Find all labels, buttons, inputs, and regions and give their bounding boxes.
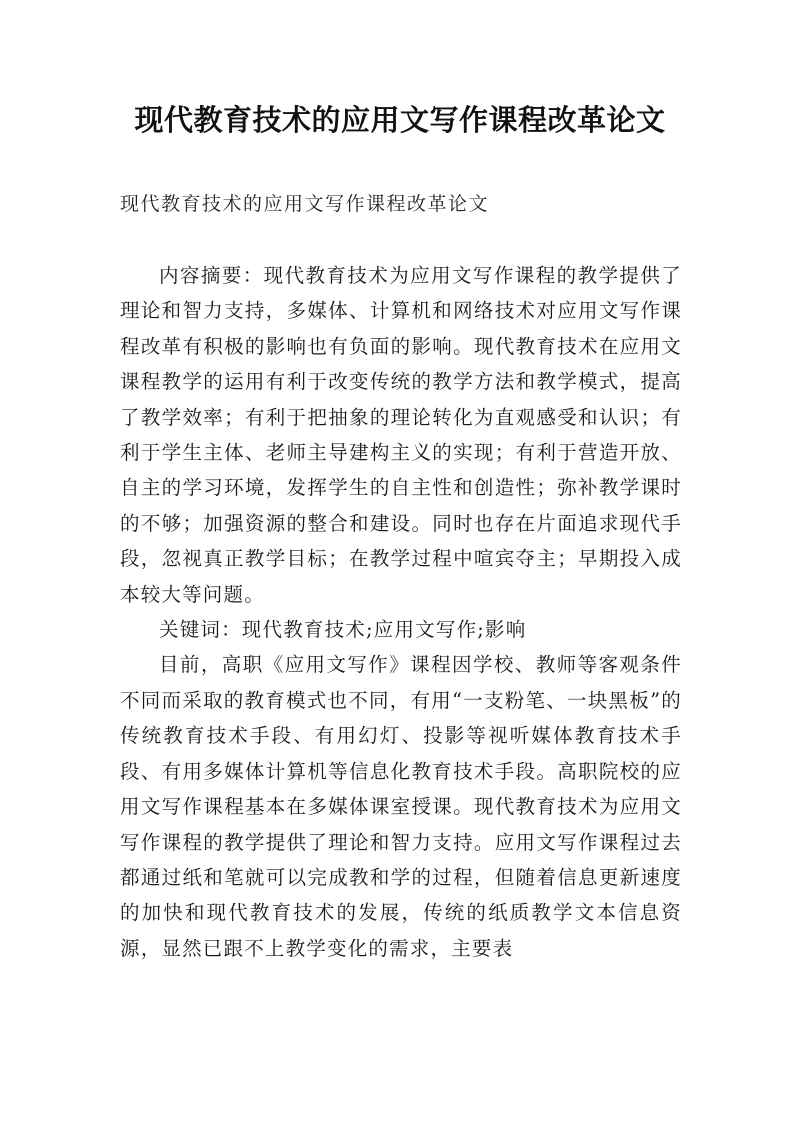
document-body (120, 258, 682, 966)
keywords-paragraph: 关键词：现代教育技术;应用文写作;影响 (159, 618, 527, 642)
document-title: 现代教育技术的应用文写作课程改革论文 (134, 103, 666, 137)
document-subtitle: 现代教育技术的应用文写作课程改革论文 (120, 193, 490, 215)
body-paragraph: 目前，高职《应用文写作》课程因学校、教师等客观条件不同而采取的教育模式也不同，有用“一支粉笔、一块黑板”的传统教育技术手段、有用幻灯、投影等视听媒体教育技术手段、有用多媒体计算机等信息化教育技术手段。高职院校的应用文写作课程基本在多媒体课室授课。现代教育技术为应用文写作课程的教学提供了理论和智力支持。应用文写作课程过去都通过纸和笔就可以完成教和学的过程，但随着信息更新速度的加快和现代教育技术的发展，传统的纸质教学文本信息资源，显然已跟不上教学变化的需求，主要表 (120, 653, 682, 960)
abstract-paragraph: 内容摘要：现代教育技术为应用文写作课程的教学提供了理论和智力支持，多媒体、计算机和网络技术对应用文写作课程改革有积极的影响也有负面的影响。现代教育技术在应用文课程教学的运用有利于改变传统的教学方法和教学模式，提高了教学效率；有利于把抽象的理论转化为直观感受和认识；有利于学生主体、老师主导建构主义的实现；有利于营造开放、自主的学习环境，发挥学生的自主性和创造性；弥补教学课时的不够；加强资源的整合和建设。同时也存在片面追求现代手段，忽视真正教学目标；在教学过程中喧宾夺主；早期投入成本较大等问题。 (120, 264, 682, 606)
